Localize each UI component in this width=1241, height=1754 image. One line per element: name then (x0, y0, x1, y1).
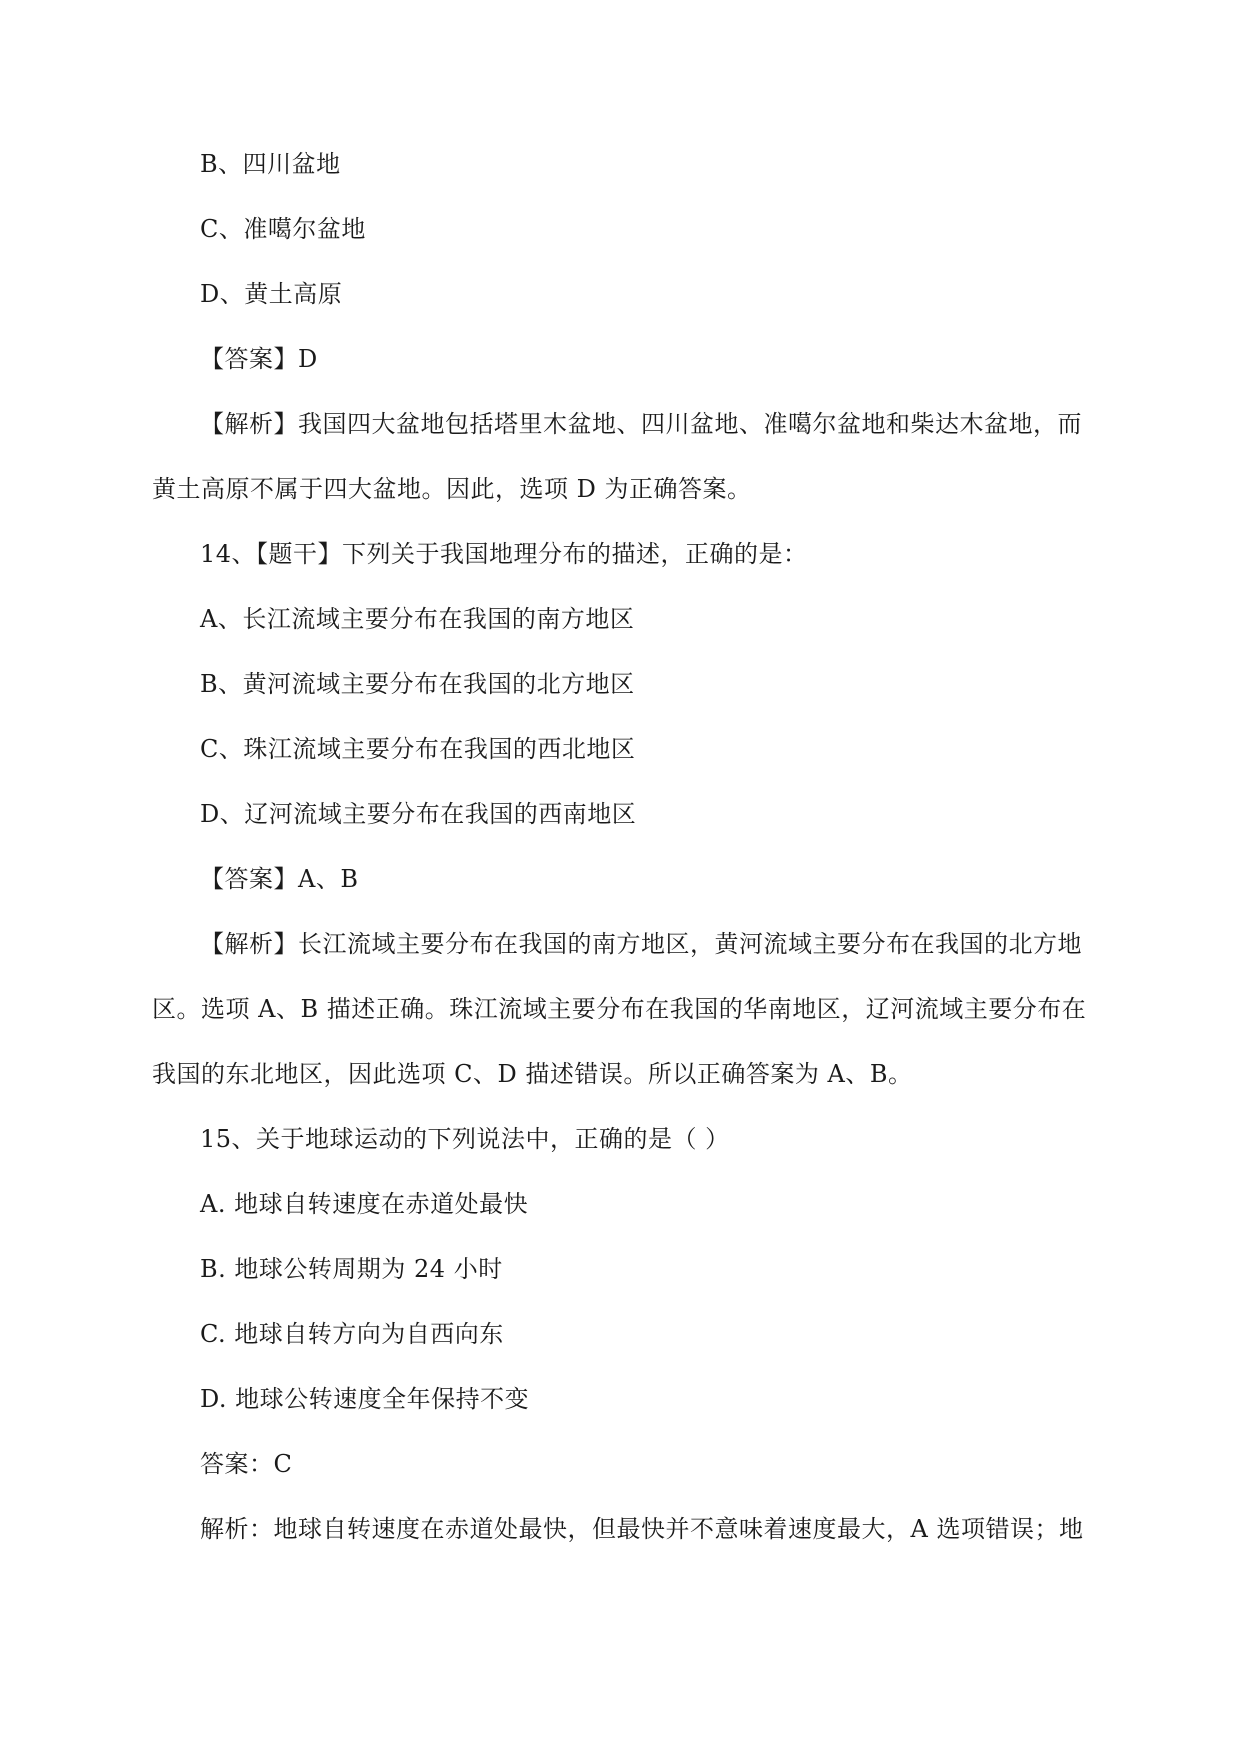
q15-option-a: A. 地球自转速度在赤道处最快 (200, 1190, 529, 1218)
q14-answer: 【答案】A、B (200, 865, 359, 893)
q14-analysis-line-1: 【解析】长江流域主要分布在我国的南方地区，黄河流域主要分布在我国的北方地 (200, 930, 1082, 958)
q13-analysis-line-1: 【解析】我国四大盆地包括塔里木盆地、四川盆地、准噶尔盆地和柴达木盆地，而 (200, 410, 1082, 438)
q15-option-b: B. 地球公转周期为 24 小时 (200, 1255, 503, 1283)
q14-option-c: C、珠江流域主要分布在我国的西北地区 (200, 735, 636, 763)
q15-option-c: C. 地球自转方向为自西向东 (200, 1320, 504, 1348)
q15-answer: 答案：C (200, 1450, 293, 1478)
q13-option-d: D、黄土高原 (200, 280, 343, 308)
q15-stem: 15、关于地球运动的下列说法中，正确的是（ ） (200, 1125, 730, 1153)
q13-answer: 【答案】D (200, 345, 318, 373)
q14-option-a: A、长江流域主要分布在我国的南方地区 (200, 605, 635, 633)
q15-analysis-line-1: 解析：地球自转速度在赤道处最快，但最快并不意味着速度最大，A 选项错误；地 (200, 1515, 1084, 1543)
q13-analysis-line-2: 黄土高原不属于四大盆地。因此，选项 D 为正确答案。 (152, 475, 752, 503)
q13-option-c: C、准噶尔盆地 (200, 215, 366, 243)
q14-analysis-line-3: 我国的东北地区，因此选项 C、D 描述错误。所以正确答案为 A、B。 (152, 1060, 913, 1088)
q14-option-d: D、辽河流域主要分布在我国的西南地区 (200, 800, 637, 828)
q14-option-b: B、黄河流域主要分布在我国的北方地区 (200, 670, 635, 698)
q15-option-d: D. 地球公转速度全年保持不变 (200, 1385, 530, 1413)
q13-option-b: B、四川盆地 (200, 150, 341, 178)
q14-stem: 14、【题干】下列关于我国地理分布的描述，正确的是： (200, 540, 808, 568)
q14-analysis-line-2: 区。选项 A、B 描述正确。珠江流域主要分布在我国的华南地区，辽河流域主要分布在 (152, 995, 1087, 1023)
